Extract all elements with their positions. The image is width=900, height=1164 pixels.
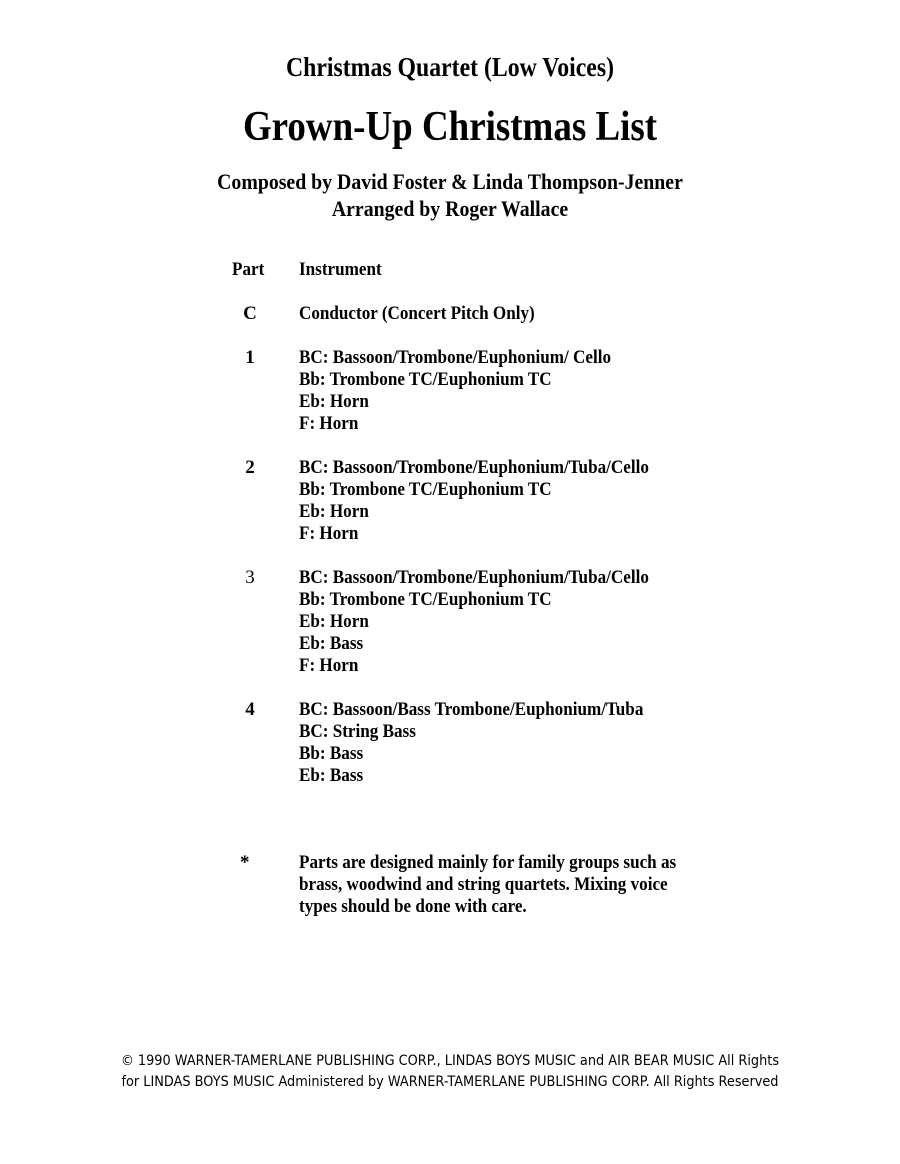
instrument-line: Eb: Horn xyxy=(299,501,369,522)
instrument-line: Bb: Trombone TC/Euphonium TC xyxy=(299,369,552,390)
column-header-instrument: Instrument xyxy=(299,259,382,280)
instrument-line: Bb: Bass xyxy=(299,743,364,764)
part-number: C xyxy=(243,303,257,324)
note-marker: * xyxy=(240,852,250,873)
copyright-notice xyxy=(36,1051,864,1093)
performance-note xyxy=(299,852,676,918)
instrument-list xyxy=(299,303,840,325)
instrument-line: Eb: Horn xyxy=(299,391,369,412)
part-number: 4 xyxy=(245,699,255,720)
composer-credit: Composed by David Foster & Linda Thompson-Jenner xyxy=(217,169,683,194)
part-number: 1 xyxy=(245,347,255,368)
note-line: types should be done with care. xyxy=(299,896,527,917)
instrument-line: Eb: Bass xyxy=(299,633,364,654)
instrument-line: BC: Bassoon/Trombone/Euphonium/ Cello xyxy=(299,347,612,368)
series-title: Christmas Quartet (Low Voices) xyxy=(286,52,614,82)
arranger-credit: Arranged by Roger Wallace xyxy=(331,196,569,221)
part-group xyxy=(0,347,900,435)
song-title: Grown-Up Christmas List xyxy=(242,104,658,150)
copyright-line: for LINDAS BOYS MUSIC Administered by WARNER-TAMERLANE PUBLISHING CORP. All Rights Reserved xyxy=(121,1074,779,1090)
instrument-line: BC: String Bass xyxy=(299,721,416,742)
part-group xyxy=(0,699,900,787)
instrument-line: Eb: Bass xyxy=(299,765,364,786)
part-group xyxy=(0,303,900,325)
part-number: 2 xyxy=(245,457,255,478)
instrument-list xyxy=(299,699,840,787)
instrument-line: Conductor (Concert Pitch Only) xyxy=(299,303,535,324)
instrument-line: F: Horn xyxy=(299,413,359,434)
instrument-line: F: Horn xyxy=(299,655,359,676)
column-header-part: Part xyxy=(232,259,265,280)
parts-list xyxy=(0,303,900,809)
part-number: 3 xyxy=(245,567,255,588)
instrument-line: Bb: Trombone TC/Euphonium TC xyxy=(299,589,552,610)
part-group xyxy=(0,567,900,677)
note-line: Parts are designed mainly for family groups such as xyxy=(299,852,677,873)
instrument-list xyxy=(299,567,840,677)
copyright-line: © 1990 WARNER-TAMERLANE PUBLISHING CORP., LINDAS BOYS MUSIC and AIR BEAR MUSIC All Rights xyxy=(120,1053,780,1069)
instrument-line: BC: Bassoon/Trombone/Euphonium/Tuba/Cello xyxy=(299,567,649,588)
instrument-list xyxy=(299,347,840,435)
instrument-line: Bb: Trombone TC/Euphonium TC xyxy=(299,479,552,500)
instrument-line: BC: Bassoon/Bass Trombone/Euphonium/Tuba xyxy=(299,699,644,720)
instrument-list xyxy=(299,457,840,545)
part-group xyxy=(0,457,900,545)
instrument-line: BC: Bassoon/Trombone/Euphonium/Tuba/Cello xyxy=(299,457,649,478)
note-line: brass, woodwind and string quartets. Mixing voice xyxy=(299,874,668,895)
instrument-line: Eb: Horn xyxy=(299,611,369,632)
instrument-line: F: Horn xyxy=(299,523,359,544)
